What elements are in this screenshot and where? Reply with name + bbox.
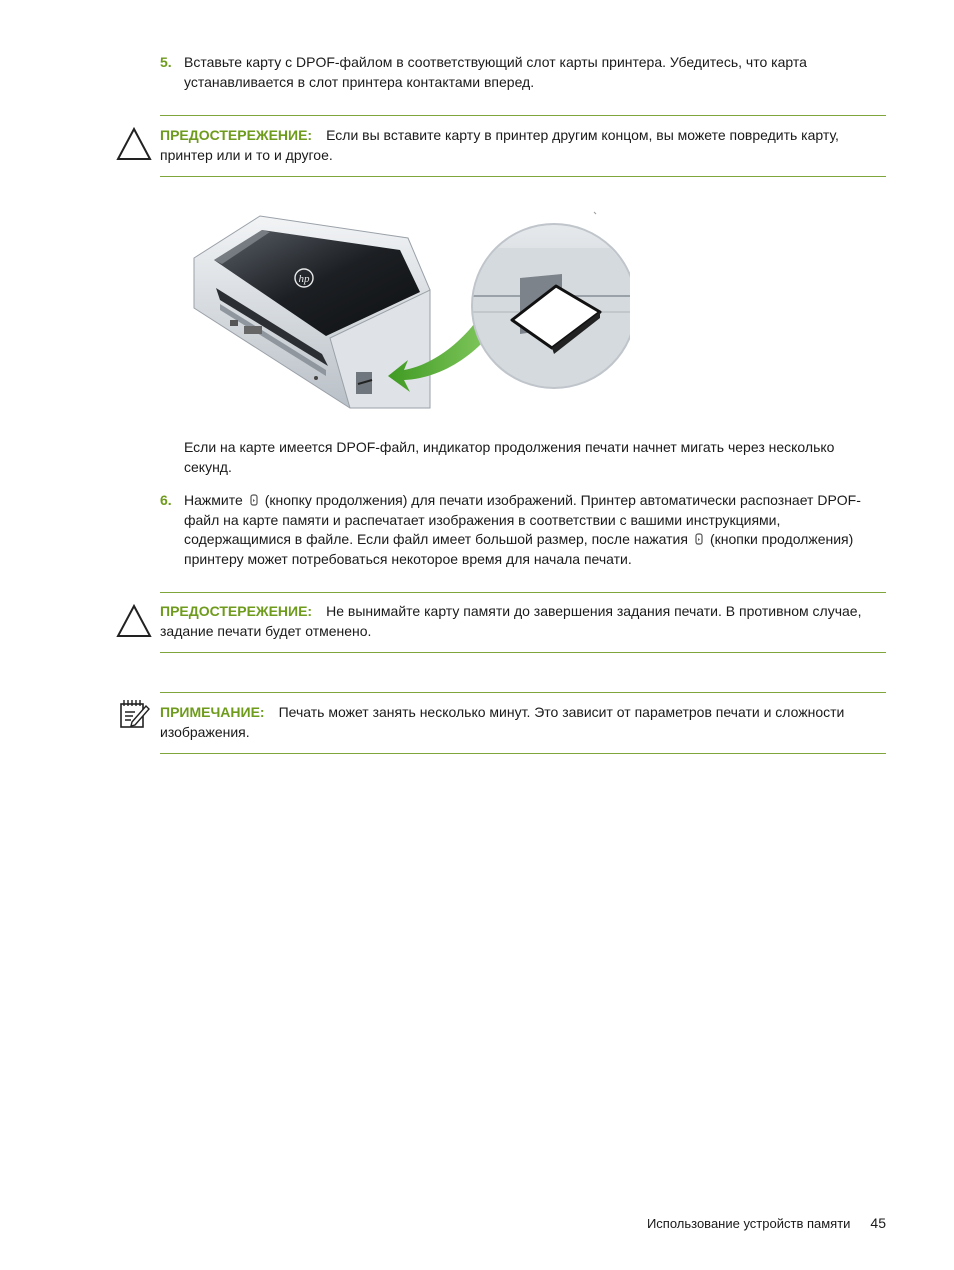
page-number: 45 bbox=[870, 1215, 886, 1231]
printer-card-illustration bbox=[190, 208, 630, 418]
step-number: 6. bbox=[160, 492, 172, 508]
caution-text: Не вынимайте карту памяти до завершения задания печати. В противном случае, задание печати будет отменено. bbox=[160, 603, 862, 639]
rule-bottom-caution-2 bbox=[160, 652, 886, 653]
note-text: Печать может занять несколько минут. Это зависит от параметров печати и сложности изображения. bbox=[160, 704, 845, 740]
rule-bottom-caution-1 bbox=[160, 176, 886, 177]
svg-text:hp: hp bbox=[298, 273, 310, 285]
step-6-part-2: (кнопку продолжения) для печати изображений. Принтер автоматически распознает DPOF-файл на карте памяти и распечатает изображения в соответствии с вашими инструкциями, содержащимися в файле. Если файл имеет большой размер, после нажатия bbox=[184, 492, 861, 547]
caution-2 bbox=[160, 602, 886, 641]
caution-text: Если вы вставите карту в принтер другим концом, вы можете повредить карту, принтер или и то и другое. bbox=[160, 127, 839, 163]
step-number: 5. bbox=[160, 54, 172, 70]
caution-label: ПРЕДОСТЕРЕЖЕНИЕ: bbox=[160, 603, 313, 619]
note-label: ПРИМЕЧАНИЕ: bbox=[160, 704, 265, 720]
note bbox=[160, 703, 886, 742]
page-footer bbox=[647, 1215, 886, 1231]
warning-triangle-icon bbox=[116, 127, 152, 161]
rule-top-caution-1 bbox=[160, 115, 886, 116]
rule-bottom-note bbox=[160, 753, 886, 754]
step-5 bbox=[160, 53, 884, 92]
dpof-indicator-paragraph: Если на карте имеется DPOF-файл, индикатор продолжения печати начнет мигать через несколько секунд. bbox=[184, 439, 835, 475]
step-text bbox=[184, 491, 888, 569]
step-text: Вставьте карту с DPOF-файлом в соответствующий слот карты принтера. Убедитесь, что карта устанавливается в слот принтера контактами вперед. bbox=[184, 54, 807, 90]
step-6 bbox=[160, 491, 888, 569]
note-pad-icon bbox=[118, 698, 150, 730]
resume-button-icon bbox=[249, 494, 259, 507]
warning-triangle-icon bbox=[116, 604, 152, 638]
rule-top-note bbox=[160, 692, 886, 693]
resume-button-icon bbox=[694, 533, 704, 546]
step-6-part-3: (кнопки продолжения) принтеру может потребоваться некоторое время для начала печати. bbox=[184, 531, 854, 567]
rule-top-caution-2 bbox=[160, 592, 886, 593]
step-6-part-1: Нажмите bbox=[184, 492, 243, 508]
footer-section-title: Использование устройств памяти bbox=[646, 1216, 851, 1231]
caution-1 bbox=[160, 126, 886, 165]
caution-label: ПРЕДОСТЕРЕЖЕНИЕ: bbox=[160, 127, 313, 143]
